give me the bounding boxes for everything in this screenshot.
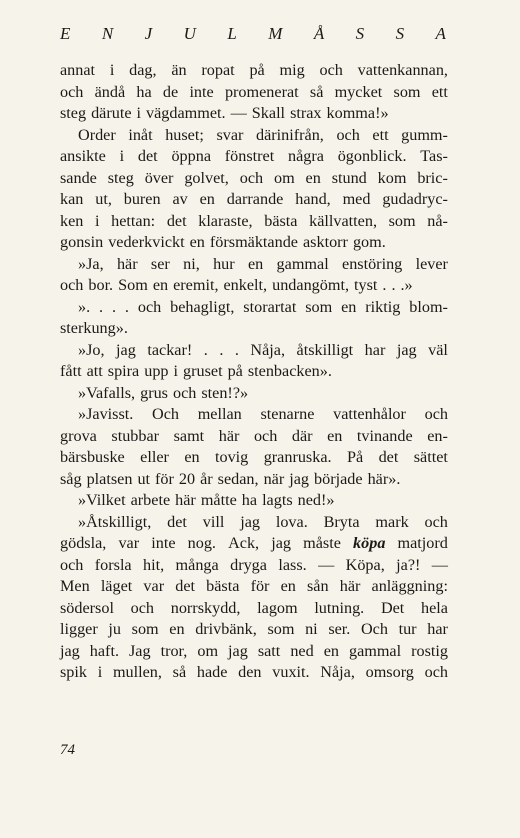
word: stenarne [260,405,315,423]
word: och [424,663,448,681]
word: ropat [201,61,235,79]
word: och [60,276,84,294]
word: i [136,104,142,122]
word: ögonblick. [337,147,407,165]
word: stenbacken». [247,362,332,380]
word: mig [279,61,305,79]
running-head-letter: E [60,24,71,43]
word: . [234,340,239,359]
word: i [109,61,115,79]
word: det [167,512,187,531]
word: jag [289,469,310,488]
word: en [169,620,185,638]
word: ned [290,641,314,660]
word: Och [360,620,388,638]
word: här». [367,469,401,488]
word: på [227,362,243,380]
word: ser [150,254,170,273]
word: jag [240,512,260,531]
word: eller [140,448,169,466]
word: en [323,641,339,660]
word: inte [189,82,214,101]
word: och [424,405,448,423]
running-head-letter: M [268,24,283,43]
word: vuxit. [272,663,310,681]
word: öppna [171,147,211,165]
text-line [60,275,448,297]
text-line [60,555,448,577]
word: tovig [215,448,249,466]
word: Tas- [420,147,448,165]
word: strax [290,104,322,122]
word: här [218,426,240,445]
word: ut [137,469,151,488]
word: upp [144,362,169,380]
word: golvet, [184,168,229,187]
word: »Åtskilligt, [78,512,152,531]
word: steg [107,168,134,187]
word: den [238,663,262,681]
word: ett [431,82,448,101]
word: bästa [206,577,240,595]
text-line [60,512,448,534]
word: kan [60,190,84,208]
word: mycket [334,82,383,101]
running-head-letter: A [435,24,446,43]
word: dag, [129,61,157,79]
word: »Jo, [78,340,105,359]
word: mellan [197,405,242,423]
word: som [267,620,295,638]
word: en [341,297,357,316]
word: sedan, [217,469,259,488]
word: På [346,448,364,466]
word: hur [213,254,235,273]
word: stubbar [111,426,160,445]
word: gödsla, [60,534,107,552]
word: omsorg [365,663,414,681]
word: gammal [276,254,329,273]
word: jag [396,340,417,359]
text-line [60,533,448,555]
word: såg [60,469,82,488]
word: lutning. [314,598,365,617]
word: var [143,577,165,595]
text-line [60,469,448,491]
word: så [309,82,324,101]
word: tackar! [147,340,193,359]
word: . [219,340,224,359]
word: granruska. [263,448,332,466]
word: här [175,491,196,509]
text-line [60,490,448,512]
word: komma!» [326,104,389,122]
word: fått [60,362,82,380]
word: svar [216,125,244,144]
text-line [60,447,448,469]
word: som [393,82,421,101]
word: för [250,577,270,595]
word: har [364,340,386,359]
word: sättet [413,448,448,466]
word: Som [118,276,148,294]
running-head-letter: Å [313,24,325,43]
word: huset; [165,125,204,144]
word: norrskydd, [170,598,241,617]
word: som [388,211,416,230]
word: i [95,211,100,230]
word: en [247,254,264,273]
word: stund [331,168,367,187]
word: här [116,254,138,273]
word: över [144,168,174,187]
word: samt [173,426,205,445]
word: en [152,276,169,294]
running-head-letter: U [183,24,196,43]
word: . [382,276,387,294]
word: steg [60,104,87,122]
word: år [200,469,213,488]
word: . [111,297,117,316]
text-line [60,103,448,125]
word: 20 [178,469,196,488]
word: asktorr [303,233,348,251]
word: om [197,641,219,660]
word: Skall [251,104,286,122]
word: ja?! [396,555,421,574]
word: åtskilligt [296,340,354,359]
word: hela [421,598,448,617]
word: en [305,168,321,187]
word: satt [257,641,281,660]
word: gumm- [401,125,448,144]
word: på [249,61,265,79]
text-line [60,168,448,190]
word: jag [116,340,136,359]
word: vattenhålor [333,405,406,423]
word: forsla [94,555,132,574]
word: grova [60,426,97,445]
word: som [305,297,333,316]
word: ». [78,297,91,316]
word: lass. [278,555,307,574]
word: gammal [348,641,402,660]
word: tror, [160,641,188,660]
word: darrande [226,190,284,208]
word: ha [136,82,152,101]
word: och [424,512,448,531]
word: vill [202,512,225,531]
text-line [60,598,448,620]
word: blom- [409,297,448,316]
word: dryga [230,555,267,574]
word: eremit, [173,276,219,294]
word: sterkung». [60,319,128,337]
text-line [60,125,448,147]
word: hettan: [111,211,156,230]
text-line [60,619,448,641]
word: nog. [187,534,216,552]
word: väl [428,340,448,359]
text-line [60,340,448,362]
word: nå- [427,211,448,230]
word: . [203,340,208,359]
word: det [175,577,196,595]
word: buren [123,190,161,208]
word: försmäktande [209,233,298,251]
word: därinifrån, [255,125,324,144]
word: tvinande [356,426,413,445]
word: hade [196,663,228,681]
word: måste [303,534,341,552]
word: och [336,125,360,144]
word: i [97,663,103,681]
word: jag [60,641,80,660]
word: annat [60,61,96,79]
word: måtte [200,491,237,509]
word: storartat [243,297,297,316]
word: bric- [417,168,448,187]
word: i [119,147,125,165]
running-head-letter: S [355,24,365,43]
word: platsen [86,469,133,488]
word: Order [78,125,116,144]
word: ett [372,125,389,144]
word: enkelt, [223,276,268,294]
word: anläggning: [371,577,448,595]
word: ned!» [297,491,335,509]
word: kom [377,168,407,187]
word: matjord [397,534,448,552]
word: sten!?» [201,383,249,402]
word: av [172,190,188,208]
word: och [60,82,84,101]
word: Och [152,405,179,423]
word: tyst [354,276,378,294]
word: Nåja, [250,340,286,359]
running-head-letter: J [144,24,153,43]
word: ser. [328,620,351,638]
word: . [391,276,396,294]
word: »Vilket [78,491,126,509]
text-line [60,60,448,82]
word: en [199,190,215,208]
word: gruset [183,362,223,380]
running-head [60,24,446,44]
word: spira [107,362,140,380]
word: i [173,362,179,380]
word: lagts [262,491,293,509]
word: jag [228,641,248,660]
word: har [427,620,448,638]
word: en [189,233,205,251]
word: en [184,448,200,466]
text-line [60,318,448,340]
text-line [60,146,448,168]
word: undangömt, [272,276,349,294]
word: — [230,104,247,122]
word: källvatten, [309,211,377,230]
word: mark [375,512,409,531]
word: och [239,168,264,187]
word: en [280,577,296,595]
word: riktig [365,297,401,316]
word: och [319,61,343,79]
word: drivbänk, [195,620,257,638]
word: och [137,297,162,316]
word: lova. [275,512,308,531]
text-line [60,232,448,254]
word: bor. [88,276,114,294]
word: och [60,555,84,574]
page-number: 74 [60,742,75,758]
text-line [60,404,448,426]
word: arbete [130,491,171,509]
word: en- [427,426,448,445]
word: här [339,577,361,595]
word: ha [241,491,258,509]
word: började [314,469,363,488]
word: spik [60,663,87,681]
running-head-letter: S [395,24,405,43]
word: Köpa, [345,555,385,574]
word: som [131,620,159,638]
word: . [99,297,104,316]
word: Bryta [323,512,360,531]
text-line [60,254,448,276]
word: vederkvickt [108,233,185,251]
word: rostig [411,641,448,660]
word: promenerat [224,82,299,101]
word: det [137,147,158,165]
word: tur [398,620,417,638]
word: och [172,383,197,402]
word: ni, [183,254,200,273]
word: sån [307,577,329,595]
word: — [318,555,335,574]
word: vattenkannan, [357,61,448,79]
word: vägdammet. [146,104,226,122]
word: ligger [60,620,98,638]
word: bästa [264,211,298,230]
word: det [166,211,187,230]
word: några [287,147,324,165]
word: så [172,663,187,681]
emphasized-word: köpa [353,534,386,552]
word: med [342,190,371,208]
word: grus [140,383,168,402]
text-line [60,641,448,663]
text-line [60,662,448,684]
word: ut, [95,190,112,208]
word: gudadryc- [382,190,448,208]
word: och [253,426,278,445]
word: när [263,469,285,488]
word: därute [91,104,132,122]
word: — [431,555,448,574]
word: jag [271,534,292,552]
word: behagligt, [170,297,235,316]
word: lagom [257,598,298,617]
word: sande [60,168,97,187]
word: Ack, [228,534,260,552]
word: Men [60,577,90,595]
word: för [155,469,174,488]
word: ansikte [60,147,106,165]
word: Jag [129,641,151,660]
word: södersol [60,598,114,617]
word: ändå [94,82,126,101]
word: . [124,297,129,316]
word: »Vafalls, [78,383,136,402]
word: läget [100,577,133,595]
word: än [171,61,187,79]
word: enstöring [342,254,403,273]
word: ken [60,211,84,230]
word: ju [108,620,121,638]
word: hit, [143,555,165,574]
text-line [60,361,448,383]
word: fönstret [224,147,275,165]
word: bärsbuske [60,448,125,466]
word: »Javisst. [78,405,134,423]
running-head-letter: L [227,24,237,43]
word: inte [151,534,176,552]
text-line [60,576,448,598]
word: om [273,168,295,187]
word: ni [305,620,318,638]
body-text [60,60,448,684]
word: .» [400,276,413,294]
word: Nåja, [320,663,355,681]
word: inåt [128,125,153,144]
word: gonsin [60,233,104,251]
text-line [60,189,448,211]
word: en [327,426,343,445]
word: haft. [89,641,119,660]
word: och [130,598,155,617]
word: klaraste, [198,211,253,230]
word: lever [415,254,448,273]
text-line [60,297,448,319]
text-line [60,426,448,448]
word: det [378,448,399,466]
running-head-letter: N [101,24,114,43]
word: många [175,555,219,574]
word: de [162,82,179,101]
word: mullen, [112,663,162,681]
word: var [118,534,140,552]
text-line [60,82,448,104]
word: att [86,362,103,380]
word: hand, [295,190,331,208]
word: Det [380,598,405,617]
text-line [60,211,448,233]
word: där [291,426,313,445]
text-line [60,383,448,405]
word: gom. [352,233,386,251]
word: »Ja, [78,254,104,273]
